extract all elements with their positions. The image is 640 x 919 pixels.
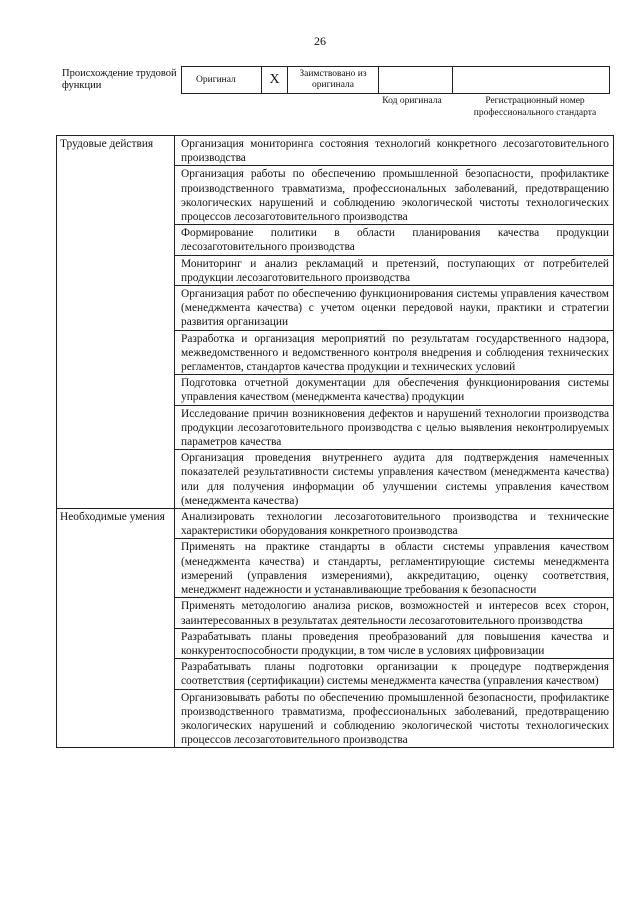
borrowed-cell: Заимствовано из оригинала xyxy=(288,67,379,94)
table-row xyxy=(57,330,614,375)
category-cell xyxy=(57,598,175,628)
category-cell xyxy=(57,450,175,509)
table-row xyxy=(57,405,614,450)
origin-label: Происхождение трудовой функции xyxy=(62,68,177,91)
origin-table xyxy=(181,66,610,94)
category-cell xyxy=(57,659,175,689)
item-text: Подготовка отчетной документации для обеспечения функционирования системы управления качеством (менеджмента качества) продукции xyxy=(175,375,614,405)
table-row xyxy=(57,166,614,225)
category-cell xyxy=(57,375,175,405)
labor-function-table xyxy=(56,135,614,748)
category-cell xyxy=(57,166,175,225)
item-text: Организация работ по обеспечению функционирования системы управления качеством (менеджмента качества) с учетом оценки передовой науки, практики и стратегии развития организации xyxy=(175,286,614,331)
item-text: Применять на практике стандарты в области системы управления качеством (менеджмента качества) и стандарты, регламентирующие системы менеджмента измерений (управления измерениями), аккредитацию, оценку соответствия, менеджмент надежности и устанавливающие требования к безопасности xyxy=(175,539,614,598)
category-cell xyxy=(57,255,175,285)
item-text: Мониторинг и анализ рекламаций и претензий, поступающих от потребителей продукции лесозаготовительного производства xyxy=(175,255,614,285)
category-label: Трудовые действия xyxy=(57,136,175,166)
original-cell: Оригинал xyxy=(182,67,262,94)
category-cell xyxy=(57,539,175,598)
item-text: Применять методологию анализа рисков, возможностей и интересов всех сторон, заинтересованных в результатах деятельности лесозаготовительного производства xyxy=(175,598,614,628)
registration-caption: Регистрационный номер профессионального стандарта xyxy=(473,96,597,118)
table-row xyxy=(57,689,614,748)
item-text: Организовывать работы по обеспечению промышленной безопасности, профилактике производственного травматизма, профессиональных заболеваний, предотвращению экологических нарушений и соблюдению экологической чистоты технологических процессов лесозаготовительного производства xyxy=(175,689,614,748)
item-text: Формирование политики в области планирования качества продукции лесозаготовительного производства xyxy=(175,225,614,255)
labor-function-body xyxy=(57,136,614,748)
category-label: Необходимые умения xyxy=(57,509,175,539)
table-row xyxy=(57,375,614,405)
item-text: Разработка и организация мероприятий по результатам государственного надзора, межведомственного и ведомственного контроля внедрения и соблюдения технических регламентов, стандартов качества продукции и технических условий xyxy=(175,330,614,375)
original-code-cell xyxy=(379,67,453,94)
table-row xyxy=(57,450,614,509)
category-cell xyxy=(57,628,175,658)
page-number: 26 xyxy=(314,34,326,48)
item-text: Анализировать технологии лесозаготовительного производства и технические характеристики оборудования конкретного производства xyxy=(175,509,614,539)
table-row xyxy=(57,598,614,628)
original-mark: X xyxy=(262,67,288,94)
item-text: Организация работы по обеспечению промышленной безопасности, профилактике производственного травматизма, профессиональных заболеваний, предотвращению экологических нарушений и соблюдению экологической чистоты технологических процессов лесозаготовительного производства xyxy=(175,166,614,225)
table-row xyxy=(57,539,614,598)
item-text: Организация проведения внутреннего аудита для подтверждения намеченных показателей результативности системы управления качеством (менеджмента качества) или для получения информации об улучшении системы управления качеством (менеджмента качества) xyxy=(175,450,614,509)
category-cell xyxy=(57,225,175,255)
table-row xyxy=(57,628,614,658)
category-cell xyxy=(57,286,175,331)
item-text: Организация мониторинга состояния технологий конкретного лесозаготовительного производства xyxy=(175,136,614,166)
item-text: Разрабатывать планы подготовки организации к процедуре подтверждения соответствия (сертификации) системы менеджмента качества (управления качеством) xyxy=(175,659,614,689)
registration-number-cell xyxy=(453,67,610,94)
code-caption: Код оригинала xyxy=(382,96,442,106)
item-text: Исследование причин возникновения дефектов и нарушений технологии производства продукции лесозаготовительного производства с целью выявления неконтролируемых параметров качества xyxy=(175,405,614,450)
table-row xyxy=(57,225,614,255)
table-row xyxy=(57,136,614,166)
category-cell xyxy=(57,405,175,450)
item-text: Разрабатывать планы проведения преобразований для повышения качества и конкурентоспособности продукции, в том числе в условиях цифровизации xyxy=(175,628,614,658)
table-row xyxy=(57,509,614,539)
category-cell xyxy=(57,330,175,375)
table-row xyxy=(57,286,614,331)
table-row xyxy=(57,255,614,285)
table-row xyxy=(57,659,614,689)
category-cell xyxy=(57,689,175,748)
